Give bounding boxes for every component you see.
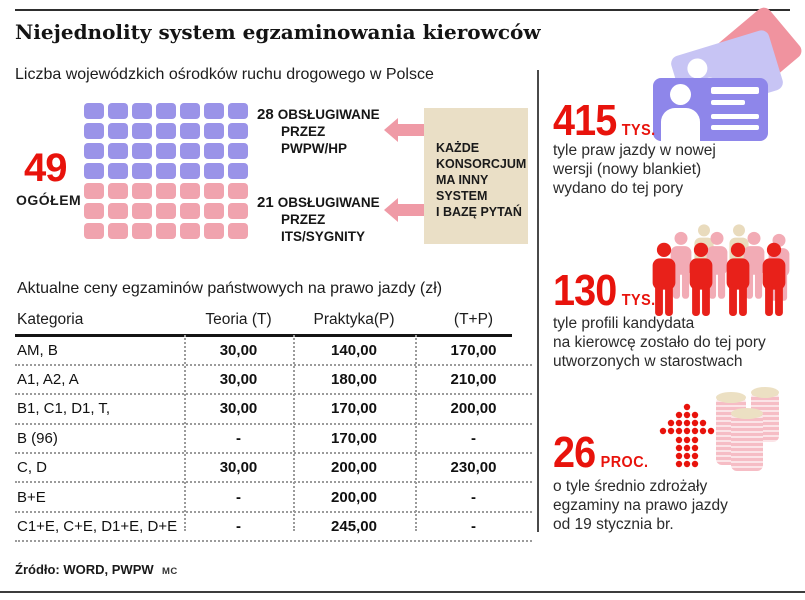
caption-line: wydano do tej pory bbox=[553, 180, 684, 197]
table-row bbox=[15, 425, 532, 454]
waffle-square-pwpw bbox=[180, 163, 200, 179]
column-header: Teoria (T) bbox=[205, 310, 272, 328]
top-rule bbox=[15, 9, 790, 11]
waffle-square-its bbox=[156, 203, 176, 219]
price-cell: 30,00 bbox=[219, 341, 258, 359]
callout-box bbox=[424, 108, 528, 244]
stat-value: 130 bbox=[553, 266, 617, 315]
segment-text: OBSŁUGIWANE bbox=[277, 195, 380, 210]
price-cell: 245,00 bbox=[331, 518, 377, 536]
bottom-rule bbox=[0, 591, 805, 593]
stat-unit: PROC. bbox=[600, 454, 649, 471]
card-photo bbox=[670, 84, 691, 105]
waffle-square-its bbox=[204, 183, 224, 199]
price-cell: - bbox=[471, 429, 476, 447]
price-cell: 170,00 bbox=[331, 429, 377, 447]
waffle-square-its bbox=[84, 203, 104, 219]
driver-license-cards-icon bbox=[648, 26, 796, 144]
dotted-up-arrow-icon bbox=[658, 402, 716, 472]
coin-top bbox=[731, 408, 763, 419]
stat-unit: TYS. bbox=[621, 122, 656, 139]
segment-label-its bbox=[257, 194, 380, 245]
person-icon bbox=[686, 242, 716, 316]
price-cell: 200,00 bbox=[331, 459, 377, 477]
price-cell: 30,00 bbox=[219, 400, 258, 418]
waffle-square-pwpw bbox=[204, 163, 224, 179]
caption-line: od 19 stycznia br. bbox=[553, 516, 674, 533]
waffle-square-pwpw bbox=[180, 123, 200, 139]
waffle-square-pwpw bbox=[228, 123, 248, 139]
column-separator bbox=[415, 335, 417, 531]
waffle-square-pwpw bbox=[132, 123, 152, 139]
arrow-head bbox=[384, 118, 398, 142]
source-note: Źródło: WORD, PWPW bbox=[15, 562, 154, 577]
callout-text bbox=[424, 108, 528, 220]
waffle-square-pwpw bbox=[156, 143, 176, 159]
table-row bbox=[15, 366, 532, 395]
person-icon bbox=[759, 242, 789, 316]
waffle-square-its bbox=[156, 223, 176, 239]
waffle-square-its bbox=[132, 203, 152, 219]
table-row bbox=[15, 454, 532, 483]
callout-line: KONSORCJUM bbox=[436, 157, 527, 171]
column-header: (T+P) bbox=[453, 310, 494, 328]
stat-number-price-increase bbox=[553, 428, 649, 478]
callout-line: MA INNY bbox=[436, 173, 489, 187]
up-arrow-coins-icon bbox=[658, 392, 798, 474]
segment-label-pwpw bbox=[257, 106, 380, 157]
worc-waffle-grid bbox=[84, 103, 253, 243]
waffle-square-pwpw bbox=[108, 163, 128, 179]
waffle-square-pwpw bbox=[204, 123, 224, 139]
category-cell: C1+E, C+E, D1+E, D+E bbox=[17, 518, 178, 536]
person-icon bbox=[723, 242, 753, 316]
waffle-square-pwpw bbox=[84, 103, 104, 119]
people-group-icon bbox=[645, 220, 797, 316]
callout-arrow-icon bbox=[384, 198, 425, 222]
waffle-square-pwpw bbox=[84, 123, 104, 139]
waffle-square-its bbox=[132, 183, 152, 199]
price-table-title: Aktualne ceny egzaminów państwowych na prawo jazdy (zł) bbox=[17, 280, 443, 297]
column-header: Kategoria bbox=[17, 310, 84, 328]
price-cell: 170,00 bbox=[331, 400, 377, 418]
waffle-square-pwpw bbox=[156, 123, 176, 139]
stat-caption-price-increase bbox=[553, 477, 728, 534]
segment-text: PRZEZ bbox=[281, 124, 326, 139]
price-table bbox=[15, 306, 532, 542]
category-cell: AM, B bbox=[17, 341, 58, 359]
price-cell: 200,00 bbox=[450, 400, 497, 418]
waffle-square-pwpw bbox=[156, 163, 176, 179]
waffle-square-pwpw bbox=[180, 103, 200, 119]
waffle-square-its bbox=[84, 223, 104, 239]
total-value: 49 bbox=[24, 146, 67, 190]
coin-stack-icon bbox=[731, 413, 763, 471]
card-text-line bbox=[711, 114, 759, 119]
card-photo-body bbox=[661, 108, 700, 141]
caption-line: o tyle średnio zdrożały bbox=[553, 478, 708, 495]
segment-text: PWPW/HP bbox=[281, 141, 347, 156]
waffle-square-pwpw bbox=[108, 103, 128, 119]
license-card-front bbox=[653, 78, 768, 141]
segment-count-its: 21 bbox=[257, 194, 274, 211]
waffle-square-its bbox=[108, 203, 128, 219]
waffle-square-its bbox=[228, 203, 248, 219]
callout-arrow-icon bbox=[384, 118, 425, 142]
waffle-square-its bbox=[132, 223, 152, 239]
waffle-square-pwpw bbox=[228, 143, 248, 159]
column-separator bbox=[184, 335, 186, 531]
waffle-square-its bbox=[204, 223, 224, 239]
caption-line: egzaminy na prawo jazdy bbox=[553, 497, 728, 514]
price-cell: 210,00 bbox=[450, 371, 497, 389]
table-row bbox=[15, 337, 532, 366]
waffle-square-pwpw bbox=[156, 103, 176, 119]
waffle-square-its bbox=[180, 223, 200, 239]
card-text-line bbox=[711, 125, 759, 130]
waffle-square-pwpw bbox=[132, 143, 152, 159]
caption-line: tyle praw jazdy w nowej bbox=[553, 142, 716, 159]
waffle-square-pwpw bbox=[204, 143, 224, 159]
waffle-chart-title: Liczba wojewódzkich ośrodków ruchu drogowego w Polsce bbox=[15, 66, 434, 83]
callout-line: SYSTEM bbox=[436, 189, 488, 203]
table-row bbox=[15, 395, 532, 424]
price-cell: 180,00 bbox=[331, 371, 377, 389]
price-cell: - bbox=[236, 518, 241, 536]
stat-caption-profiles bbox=[553, 314, 766, 371]
price-cell: 200,00 bbox=[331, 488, 377, 506]
waffle-square-its bbox=[228, 223, 248, 239]
stat-number-licenses bbox=[553, 96, 656, 146]
price-cell: - bbox=[471, 518, 476, 536]
price-cell: 170,00 bbox=[450, 341, 497, 359]
price-cell: 140,00 bbox=[331, 341, 377, 359]
stat-value: 415 bbox=[553, 96, 617, 145]
caption-line: wersji (nowy blankiet) bbox=[553, 161, 702, 178]
coin-top bbox=[751, 387, 779, 398]
waffle-square-its bbox=[180, 203, 200, 219]
segment-text: ITS/SYGNITY bbox=[281, 229, 366, 244]
waffle-square-pwpw bbox=[228, 163, 248, 179]
callout-line: KAŻDE bbox=[436, 141, 480, 155]
waffle-square-pwpw bbox=[180, 143, 200, 159]
price-cell: - bbox=[236, 488, 241, 506]
table-row bbox=[15, 483, 532, 512]
table-row bbox=[15, 513, 532, 542]
category-cell: B (96) bbox=[17, 429, 58, 447]
coin-top bbox=[716, 392, 746, 403]
price-cell: 30,00 bbox=[219, 371, 258, 389]
price-cell: - bbox=[236, 429, 241, 447]
category-cell: B1, C1, D1, T, bbox=[17, 400, 111, 418]
waffle-square-its bbox=[180, 183, 200, 199]
waffle-square-pwpw bbox=[132, 163, 152, 179]
price-cell: 230,00 bbox=[450, 459, 497, 477]
vertical-divider bbox=[537, 70, 539, 532]
price-cell: - bbox=[471, 488, 476, 506]
waffle-square-pwpw bbox=[108, 123, 128, 139]
caption-line: na kierowcę zostało do tej pory bbox=[553, 334, 766, 351]
price-table-body bbox=[15, 337, 532, 543]
column-header: Praktyka(P) bbox=[313, 310, 395, 328]
segment-text: PRZEZ bbox=[281, 212, 326, 227]
caption-line: tyle profili kandydata bbox=[553, 315, 695, 332]
card-text-line bbox=[711, 87, 759, 94]
waffle-square-pwpw bbox=[132, 103, 152, 119]
waffle-square-its bbox=[108, 183, 128, 199]
waffle-square-pwpw bbox=[204, 103, 224, 119]
column-separator bbox=[293, 335, 295, 531]
stat-caption-licenses bbox=[553, 141, 716, 198]
card-text-line bbox=[711, 100, 745, 105]
category-cell: B+E bbox=[17, 488, 46, 506]
page-title: Niejednolity system egzaminowania kierowców bbox=[15, 20, 541, 44]
segment-text: OBSŁUGIWANE bbox=[277, 107, 380, 122]
category-cell: C, D bbox=[17, 459, 47, 477]
category-cell: A1, A2, A bbox=[17, 371, 79, 389]
stat-unit: TYS. bbox=[621, 292, 656, 309]
arrow-head bbox=[384, 198, 398, 222]
waffle-square-its bbox=[108, 223, 128, 239]
price-table-header bbox=[15, 306, 532, 333]
arrow-shaft bbox=[397, 204, 425, 216]
credit-initials: MC bbox=[162, 566, 178, 577]
waffle-square-pwpw bbox=[84, 163, 104, 179]
segment-count-pwpw: 28 bbox=[257, 106, 274, 123]
waffle-square-its bbox=[84, 183, 104, 199]
stat-number-profiles bbox=[553, 266, 656, 316]
price-cell: 30,00 bbox=[219, 459, 258, 477]
stat-value: 26 bbox=[553, 428, 596, 477]
waffle-square-pwpw bbox=[108, 143, 128, 159]
caption-line: utworzonych w starostwach bbox=[553, 353, 743, 370]
total-label: OGÓŁEM bbox=[16, 192, 82, 208]
waffle-square-pwpw bbox=[228, 103, 248, 119]
arrow-shaft bbox=[397, 124, 425, 136]
waffle-square-its bbox=[156, 183, 176, 199]
callout-line: I BAZĘ PYTAŃ bbox=[436, 205, 522, 219]
waffle-square-pwpw bbox=[84, 143, 104, 159]
waffle-square-its bbox=[228, 183, 248, 199]
waffle-square-its bbox=[204, 203, 224, 219]
